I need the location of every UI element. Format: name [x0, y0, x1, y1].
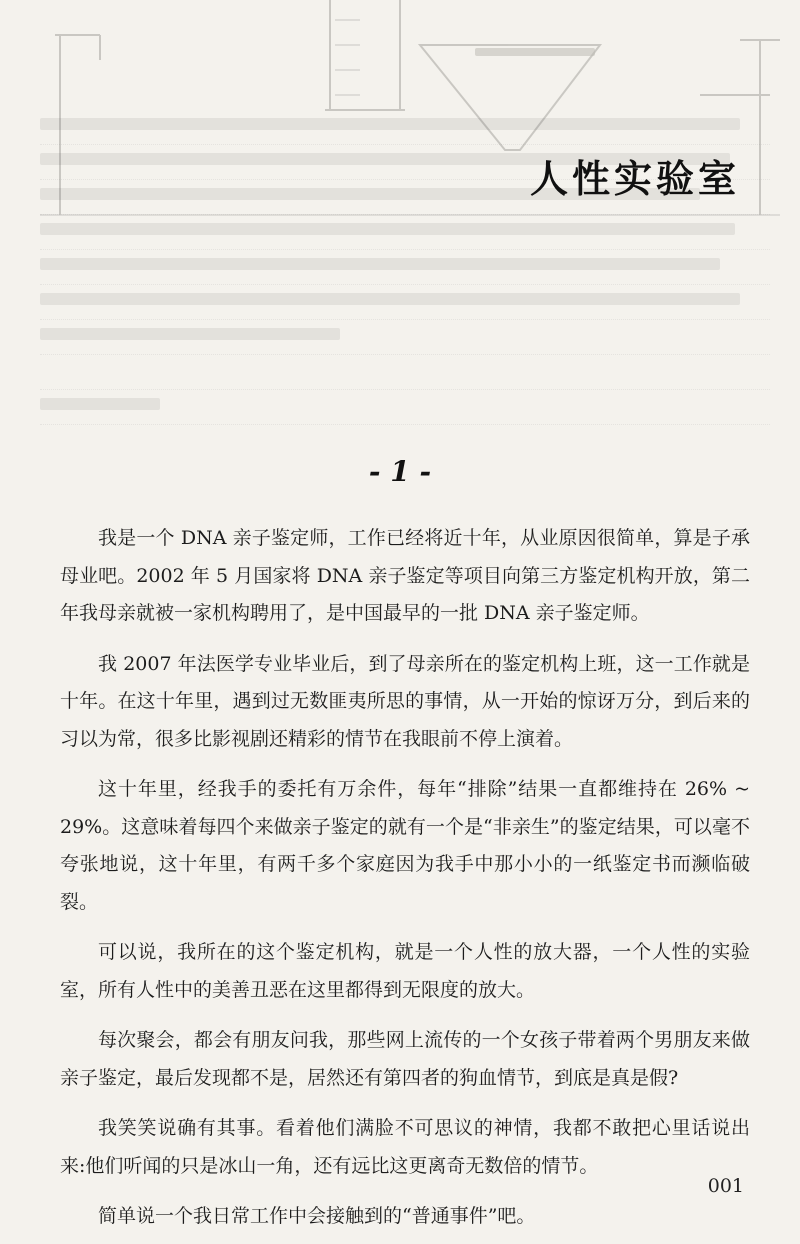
paragraph: 简单说一个我日常工作中会接触到的“普通事件”吧。 [98, 1205, 536, 1227]
paragraph: 可以说，我所在的这个鉴定机构，就是一个人性的放大器，一个人性的实验室，所有人性中的美善丑恶在这里都得到无限度的放大。 [60, 941, 750, 1001]
section-number: - 1 - [368, 455, 432, 488]
paragraph: 这十年里，经我手的委托有万余件，每年“排除”结果一直都维持在 26% ~ 29%。这意味着每四个来做亲子鉴定的就有一个是“非亲生”的鉴定结果，可以毫不夸张地说，这十年里，有两千多个家庭因为我手中那小小的一纸鉴定书而濒临破裂。 [60, 778, 750, 913]
body-text [60, 520, 750, 1244]
chapter-title: 人性实验室 [529, 157, 740, 201]
page-number: 001 [707, 1175, 744, 1197]
paragraph: 我笑笑说确有其事。看着他们满脸不可思议的神情，我都不敢把心里话说出来:他们听闻的只是冰山一角，还有远比这更离奇无数倍的情节。 [60, 1117, 750, 1177]
chapter-header-illustration [0, 0, 800, 440]
paragraph: 每次聚会，都会有朋友问我，那些网上流传的一个女孩子带着两个男朋友来做亲子鉴定，最后发现都不是，居然还有第四者的狗血情节，到底是真是假? [60, 1029, 750, 1089]
paragraph: 我 2007 年法医学专业毕业后，到了母亲所在的鉴定机构上班，这一工作就是十年。在这十年里，遇到过无数匪夷所思的事情，从一开始的惊讶万分，到后来的习以为常，很多比影视剧还精彩的情节在我眼前不停上演着。 [60, 652, 750, 750]
paragraph: 我是一个 DNA 亲子鉴定师，工作已经将近十年，从业原因很简单，算是子承母业吧。2002 年 5 月国家将 DNA 亲子鉴定等项目向第三方鉴定机构开放，第二年我母亲就被一家机构聘用了，是中国最早的一批 DNA 亲子鉴定师。 [60, 527, 750, 624]
